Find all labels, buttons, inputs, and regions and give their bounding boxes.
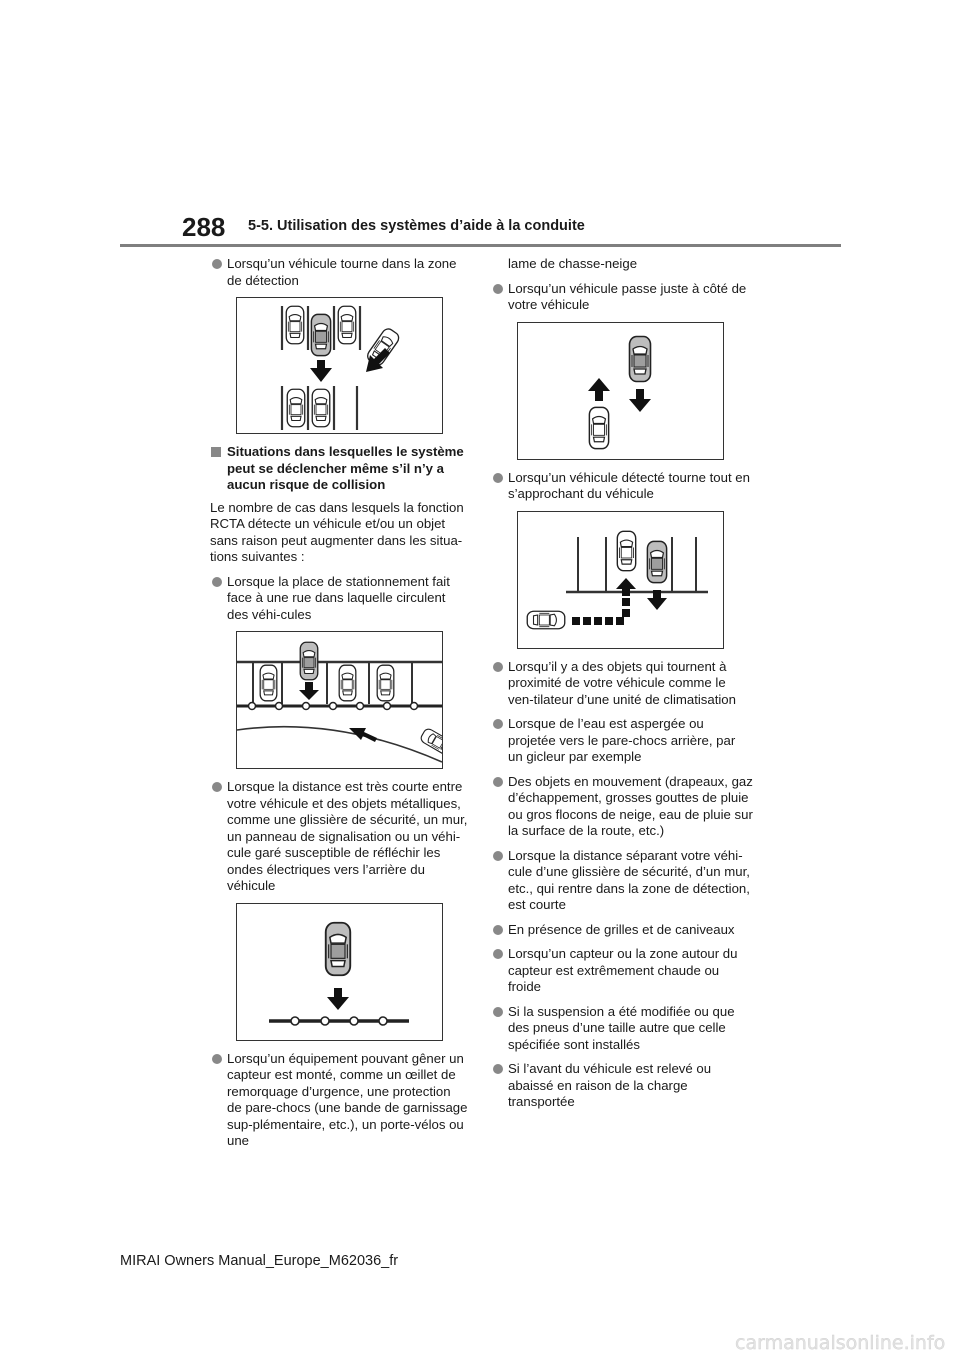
svg-text:carmanualsonline.info: carmanualsonline.info xyxy=(735,1332,946,1354)
bullet-text: Lorsque la place de stationnement fait face à une rue dans laquelle circulent des véhi-cules xyxy=(227,573,450,622)
bullet-dot xyxy=(493,1064,503,1074)
bullet-text: Des objets en mouvement (drapeaux, gaz d’échappement, grosses gouttes de pluie ou gros flocons de neige, eau de pluie sur la surface de la route, etc.) xyxy=(508,773,753,838)
right-column xyxy=(491,256,753,1119)
bullet-dot xyxy=(493,851,503,861)
bullet-item xyxy=(491,922,753,939)
bullet-text: Lorsque de l’eau est aspergée ou projetée vers le pare-chocs arrière, par un gicleur par exemple xyxy=(508,716,736,764)
illustration-street-traffic xyxy=(236,631,443,769)
bullet-dot xyxy=(493,719,503,729)
bullet-item xyxy=(491,1061,753,1111)
illustration-vehicle-turning xyxy=(236,297,443,434)
bullet-dot xyxy=(493,473,503,483)
intro-paragraph: Le nombre de cas dans lesquels la fonction RCTA détecte un véhicule et/ou un objet sans raison peut augmenter dans les situa-tions suivantes : xyxy=(210,499,464,564)
bullet-dot xyxy=(493,662,503,672)
bullet-item xyxy=(491,281,753,314)
page-number: 288 xyxy=(182,212,226,242)
section-title: 5-5. Utilisation des systèmes d’aide à la conduite xyxy=(248,218,585,234)
heading-square xyxy=(211,447,221,457)
bullet-text: Lorsqu’un équipement pouvant gêner un capteur est monté, comme un œillet de remorquage d’urgence, une protection de pare-chocs (une bande de garnissage sup-plémentaire, etc.), un porte-vélos ou une xyxy=(227,1050,468,1148)
bullet-item xyxy=(491,848,753,914)
bullet-text: Lorsque la distance est très courte entre votre véhicule et des objets métalliques, comme une glissière de sécurité, un mur, un panneau de signalisation ou un véhi-cule garé susceptible de réfléchir les ondes électriques vers l’arrière du véhicule xyxy=(227,779,468,893)
bullet-item xyxy=(210,256,468,289)
bullet-item xyxy=(491,470,753,503)
footer-manual-id: MIRAI Owners Manual_Europe_M62036_fr xyxy=(120,1253,399,1269)
bullet-item xyxy=(210,574,468,624)
bullet-item xyxy=(491,1004,753,1054)
bullet-dot xyxy=(493,284,503,294)
bullet-text: Si l’avant du véhicule est relevé ou abaissé en raison de la charge transportée xyxy=(508,1061,712,1109)
bullet-dot xyxy=(493,925,503,935)
bullet-item xyxy=(491,946,753,996)
illustration-metal-objects xyxy=(236,903,443,1041)
bullet-dot xyxy=(212,1054,222,1064)
illustration-passing-vehicle xyxy=(517,322,724,460)
bullet-dot xyxy=(493,949,503,959)
bullet-text: Lorsqu’il y a des objets qui tournent à proximité de votre véhicule comme le ven-tilateur d’une unité de climatisation xyxy=(508,658,736,707)
bullet-text: Lorsqu’un véhicule passe juste à côté de votre véhicule xyxy=(508,280,747,312)
sub-heading xyxy=(210,444,468,494)
heading-text: Situations dans lesquelles le système peut se déclencher même s’il n’y a aucun risque de collision xyxy=(227,444,464,492)
left-column xyxy=(210,256,468,1158)
bullet-item xyxy=(491,716,753,766)
bullet-item xyxy=(210,1051,468,1150)
bullet-text: Lorsqu’un véhicule détecté tourne tout en s’approchant du véhicule xyxy=(508,469,750,501)
bullet-text: Lorsqu’un capteur ou la zone autour du capteur est extrêmement chaude ou froide xyxy=(508,946,738,994)
bullet-item xyxy=(210,779,468,895)
bullet-text: Lorsqu’un véhicule tourne dans la zone de détection xyxy=(227,256,457,288)
watermark xyxy=(735,1330,951,1354)
illustration-turning-approach xyxy=(517,511,724,649)
bullet-dot xyxy=(212,782,222,792)
bullet-dot xyxy=(493,777,503,787)
bullet-text: Si la suspension a été modifiée ou que des pneus d’une taille autre que celle spécifiée sont installés xyxy=(508,1003,735,1052)
bullet-item xyxy=(491,774,753,840)
header-rule xyxy=(120,244,841,247)
bullet-dot xyxy=(212,259,222,269)
bullet-item xyxy=(491,659,753,709)
bullet-dot xyxy=(493,1007,503,1017)
bullet-text: En présence de grilles et de caniveaux xyxy=(508,921,735,937)
bullet-dot xyxy=(212,577,222,587)
bullet-continuation: lame de chasse-neige xyxy=(508,256,638,271)
bullet-text: Lorsque la distance séparant votre véhi-cule d’une glissière de sécurité, d’un mur, etc., qui rentre dans la zone de détection, est courte xyxy=(508,847,750,912)
